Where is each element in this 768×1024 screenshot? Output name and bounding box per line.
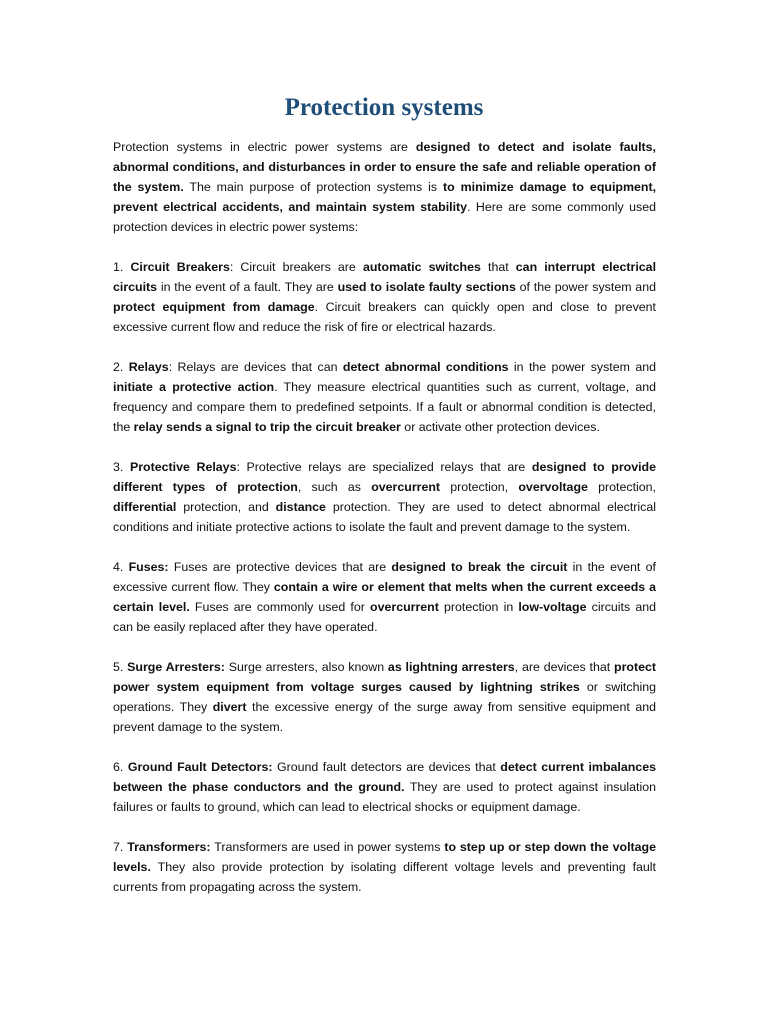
item-text-segment-bold: divert <box>212 700 247 714</box>
item-text-segment: . Circuit breakers can quickly open and close to prevent excessive current flow and reduce the risk of fire or electrical hazards. <box>113 300 656 334</box>
item-text-segment: or activate other protection devices. <box>400 420 600 434</box>
list-item <box>113 357 656 437</box>
item-text-segment: . They measure electrical quantities such as current, voltage, and frequency and compare them to predefined setpoints. If a fault or abnormal condition is detected, the <box>113 380 656 434</box>
item-text-segment: in the event of a fault. They are <box>157 280 338 294</box>
item-text-segment-bold: overvoltage <box>518 480 588 494</box>
item-text-segment: Surge arresters, also known <box>224 660 388 674</box>
item-text-segment-bold: contain a wire or element that melts when the current exceeds a certain level. <box>113 580 657 614</box>
item-text-segment: the excessive energy of the surge away from sensitive equipment and prevent damage to the system. <box>113 700 657 734</box>
item-text-segment: 2. <box>113 360 129 374</box>
intro-text-segment-bold: designed to detect and isolate faults, abnormal conditions, and disturbances in order to ensure the safe and reliable operation of the system. <box>113 140 657 194</box>
item-text-segment: Fuses are commonly used for <box>189 600 371 614</box>
item-text-segment: 3. <box>113 460 130 474</box>
intro-text-segment: The main purpose of protection systems is <box>183 180 443 194</box>
item-text-segment: Transformers are used in power systems <box>210 840 445 854</box>
item-text-segment-bold: Protective Relays <box>129 460 237 474</box>
item-text-segment-bold: relay sends a signal to trip the circuit breaker <box>133 420 401 434</box>
item-text-segment-bold: as lightning arresters <box>387 660 515 674</box>
item-text-segment: protection, <box>587 480 656 494</box>
item-text-segment-bold: designed to break the circuit <box>391 560 568 574</box>
item-text-segment: They also provide protection by isolating different voltage levels and preventing fault currents from propagating across the system. <box>113 860 656 894</box>
item-text-segment: , are devices that <box>514 660 615 674</box>
list-item <box>113 457 656 537</box>
item-text-segment: that <box>480 260 516 274</box>
item-text-segment-bold: detect abnormal conditions <box>342 360 509 374</box>
item-text-segment-bold: detect current imbalances between the phase conductors and the ground. <box>113 760 656 794</box>
document-body <box>113 137 656 917</box>
item-text-segment-bold: protect power system equipment from voltage surges caused by lightning strikes <box>113 660 657 694</box>
item-text-segment: or switching operations. They <box>113 680 656 714</box>
item-text-segment-bold: can interrupt electrical circuits <box>113 260 657 294</box>
item-text-segment: 6. <box>113 760 128 774</box>
item-text-segment-bold: to step up or step down the voltage levels. <box>113 840 656 874</box>
item-text-segment-bold: protect equipment from damage <box>113 300 315 314</box>
item-text-segment-bold: used to isolate faulty sections <box>337 280 516 294</box>
item-text-segment: circuits and can be easily replaced after they have operated. <box>113 600 657 634</box>
item-text-segment: 4. <box>113 560 129 574</box>
list-item <box>113 837 656 897</box>
item-text-segment: 1. <box>113 260 131 274</box>
item-text-segment: , such as <box>297 480 372 494</box>
item-text-segment: protection in <box>438 600 519 614</box>
item-text-segment: Ground fault detectors are devices that <box>272 760 501 774</box>
list-item <box>113 657 656 737</box>
list-item <box>113 257 656 337</box>
item-text-segment: in the power system and <box>508 360 656 374</box>
item-text-segment: protection. They are used to detect abnormal electrical conditions and initiate protective actions to isolate the fault and prevent damage to the system. <box>113 500 656 534</box>
item-text-segment-bold: low-voltage <box>518 600 587 614</box>
item-text-segment-bold: Surge Arresters: <box>127 660 225 674</box>
item-text-segment-bold: designed to provide different types of protection <box>113 460 656 494</box>
item-text-segment-bold: Circuit Breakers <box>130 260 230 274</box>
intro-paragraph <box>113 137 656 237</box>
item-text-segment-bold: Ground Fault Detectors: <box>127 760 273 774</box>
protection-device-list <box>113 257 656 897</box>
item-text-segment-bold: differential <box>113 500 177 514</box>
item-text-segment: in the event of excessive current flow. They <box>113 560 656 594</box>
item-text-segment: 5. <box>113 660 128 674</box>
item-text-segment-bold: Relays <box>128 360 169 374</box>
list-item <box>113 557 656 637</box>
list-item <box>113 757 656 817</box>
item-text-segment: They are used to protect against insulation failures or faults to ground, which can lead to electrical shocks or equipment damage. <box>113 780 656 814</box>
item-text-segment-bold: distance <box>275 500 326 514</box>
item-text-segment: : Circuit breakers are <box>229 260 363 274</box>
item-text-segment-bold: initiate a protective action <box>113 380 275 394</box>
intro-text-segment-bold: to minimize damage to equipment, prevent electrical accidents, and maintain system stability <box>113 180 657 214</box>
item-text-segment: protection, <box>440 480 519 494</box>
item-text-segment-bold: automatic switches <box>362 260 481 274</box>
item-text-segment: : Relays are devices that can <box>168 360 343 374</box>
item-text-segment-bold: Transformers: <box>127 840 211 854</box>
item-text-segment-bold: overcurrent <box>371 480 441 494</box>
page-title: Protection systems <box>284 94 484 121</box>
item-text-segment-bold: Fuses: <box>128 560 169 574</box>
item-text-segment: Fuses are protective devices that are <box>168 560 392 574</box>
intro-text-segment: Protection systems in electric power systems are <box>113 140 416 154</box>
item-text-segment: protection, and <box>176 500 276 514</box>
item-text-segment: of the power system and <box>515 280 656 294</box>
item-text-segment-bold: overcurrent <box>370 600 439 614</box>
intro-text-segment: . Here are some commonly used protection devices in electric power systems: <box>113 200 656 234</box>
item-text-segment: 7. <box>113 840 128 854</box>
item-text-segment: : Protective relays are specialized relays that are <box>236 460 532 474</box>
